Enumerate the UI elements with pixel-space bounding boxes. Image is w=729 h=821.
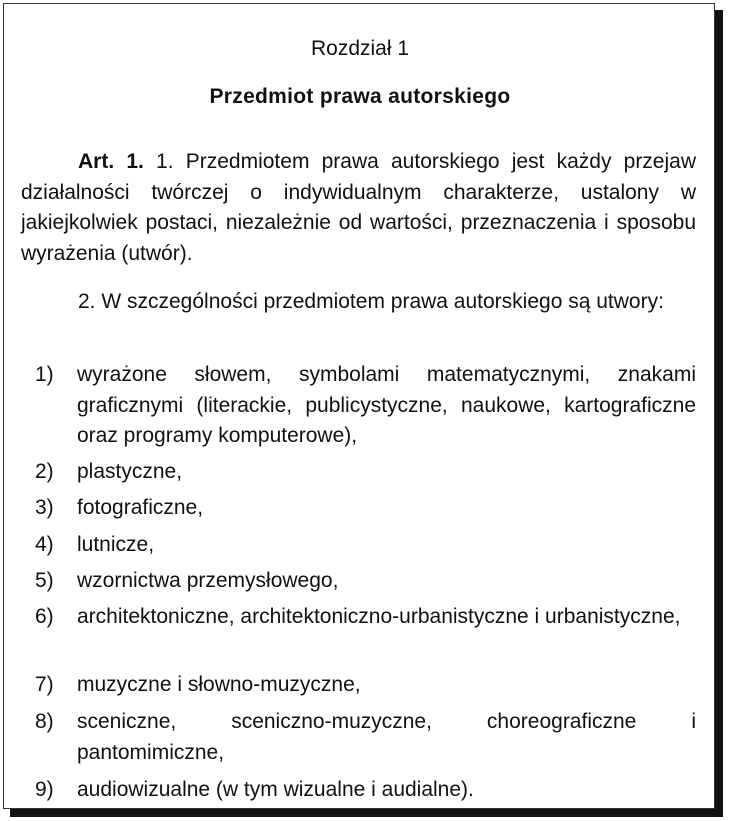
page-shadow-bottom: [10, 809, 723, 817]
article-paragraph-1-text: 1. Przedmiotem prawa autorskiego jest każdy przejaw działalności twórczej o indywidualnym charakterze, ustalony w jakiejkolwiek postaci, niezależnie od wartości, przeznaczenia i sposobu wyrażenia (utwór).: [21, 150, 696, 265]
section-title: Przedmiot prawa autorskiego: [209, 85, 511, 108]
list-item-number: 9): [35, 778, 54, 801]
document-page: [3, 3, 715, 809]
article-paragraph-1: [21, 147, 696, 269]
list-item-text: muzyczne i słowno-muzyczne,: [77, 673, 361, 696]
list-item-text: lutnicze,: [77, 533, 155, 556]
article-paragraph-2-text: 2. W szczególności przedmiotem prawa autorskiego są utwory:: [78, 290, 664, 313]
list-item-text: architektoniczne, architektoniczno-urbanistyczne i urbanistyczne,: [77, 605, 681, 628]
list-item-text: wyrażone słowem, symbolami matematycznymi, znakami graficznymi (literackie, publicystyczne, naukowe, kartograficzne oraz programy komputerowe),: [77, 363, 696, 447]
list-item-number: 7): [35, 673, 54, 696]
list-item-number: 2): [35, 460, 54, 483]
page-shadow-right: [715, 10, 723, 814]
article-paragraph-2: [21, 287, 696, 318]
list-item-number: 1): [35, 363, 54, 386]
list-item-number: 4): [35, 533, 54, 556]
article-label: Art. 1.: [78, 150, 144, 173]
list-item-number: 8): [35, 710, 54, 733]
list-item-text: wzornictwa przemysłowego,: [77, 569, 339, 592]
list-item-number: 6): [35, 605, 54, 628]
list-item-text: fotograficzne,: [77, 496, 204, 519]
list-item-number: 3): [35, 496, 54, 519]
list-item-number: 5): [35, 569, 54, 592]
list-item-text: sceniczne, sceniczno-muzyczne, choreograficzne i pantomimiczne,: [77, 710, 696, 764]
list-item-text: audiowizualne (w tym wizualne i audialne).: [77, 778, 474, 801]
chapter-heading: Rozdział 1: [310, 37, 410, 60]
list-item-text: plastyczne,: [77, 460, 183, 483]
